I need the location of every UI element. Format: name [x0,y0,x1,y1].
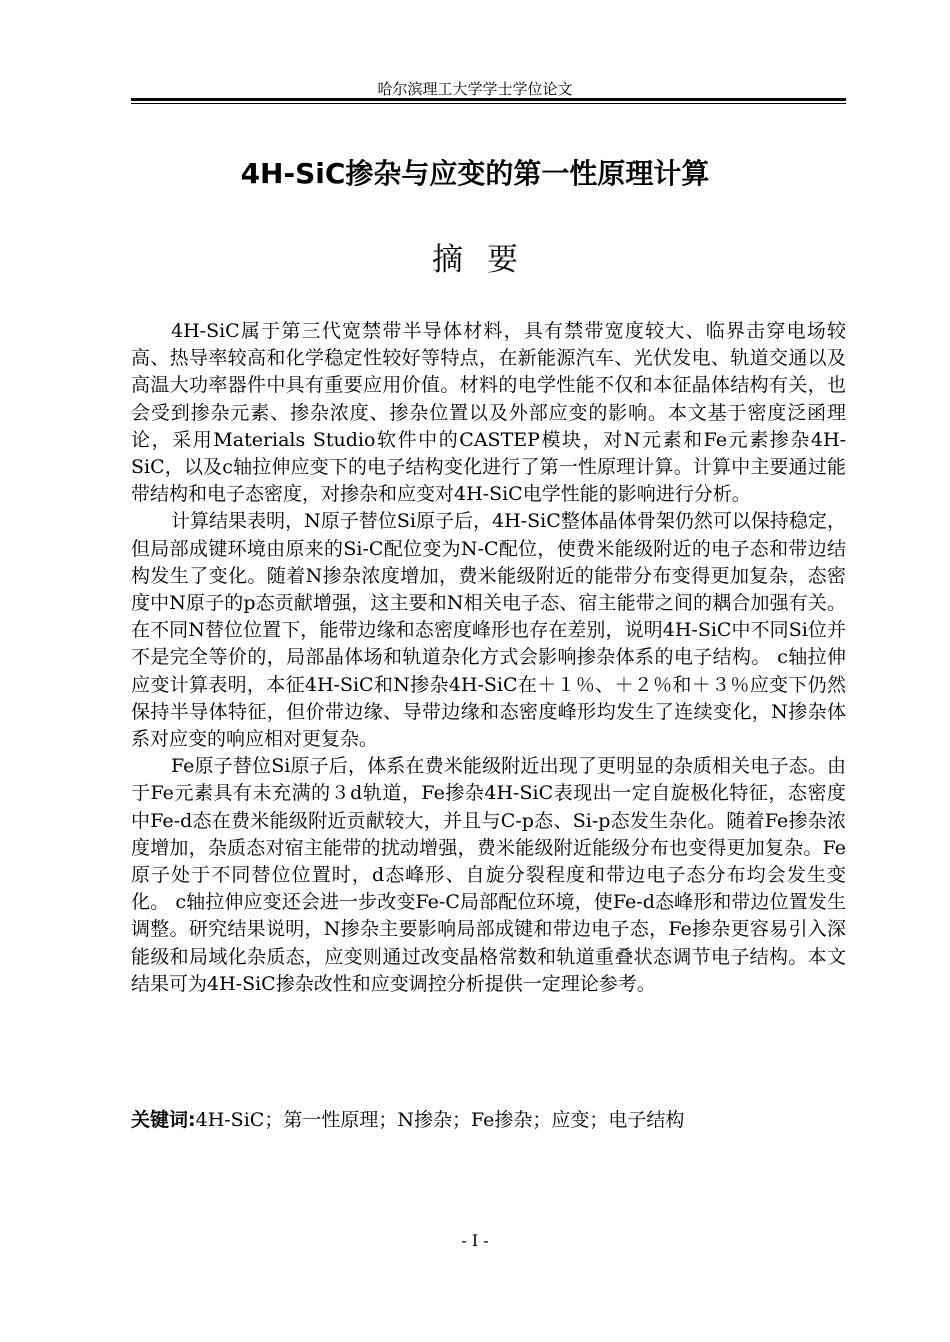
abstract-paragraph-3: Fe原子替位Si原子后，体系在费米能级附近出现了更明显的杂质相关电子态。由于Fe元素具有未充满的３d轨道，Fe掺杂4H-SiC表现出一定自旋极化特征，态密度中Fe-d态在费米能级附近贡献较大，并且与C-p态、Si-p态发生杂化。随着Fe掺杂浓度增加，杂质态对宿主能带的扰动增强，费米能级附近能级分布也变得更加复杂。Fe原子处于不同替位位置时，d态峰形、自旋分裂程度和带边电子态分布均会发生变化。 c轴拉伸应变还会进一步改变Fe-C局部配位环境，使Fe-d态峰形和带边位置发生调整。研究结果说明，N掺杂主要影响局部成键和带边电子态，Fe掺杂更容易引入深能级和局域化杂质态，应变则通过改变晶格常数和轨道重叠状态调节电子结构。本文结果可为4H-SiC掺杂改性和应变调控分析提供一定理论参考。 [131,755,846,995]
thesis-title: 4H-SiC掺杂与应变的第一性原理计算 [240,157,710,190]
abstract-heading: 摘要 [432,242,542,278]
keywords-text: 4H-SiC；第一性原理；N掺杂；Fe掺杂；应变；电子结构 [195,1109,685,1131]
keywords-line [131,1107,846,1134]
header-title: 哈尔滨理工大学学士学位论文 [377,80,573,98]
keywords-label: 关键词: [131,1109,196,1131]
abstract-body [131,318,846,998]
page-number: - I - [461,1231,489,1250]
header-rule-thick [131,98,846,101]
header-rule-thin [131,103,846,104]
abstract-paragraph-1: 4H-SiC属于第三代宽禁带半导体材料，具有禁带宽度较大、临界击穿电场较高、热导率较高和化学稳定性较好等特点，在新能源汽车、光伏发电、轨道交通以及高温大功率器件中具有重要应用价值。材料的电学性能不仅和本征晶体结构有关，也会受到掺杂元素、掺杂浓度、掺杂位置以及外部应变的影响。本文基于密度泛函理论，采用Materials Studio软件中的CASTEP模块，对N元素和Fe元素掺杂4H-SiC，以及c轴拉伸应变下的电子结构变化进行了第一性原理计算。计算中主要通过能带结构和电子态密度，对掺杂和应变对4H-SiC电学性能的影响进行分析。 [131,320,846,506]
abstract-paragraph-2: 计算结果表明，N原子替位Si原子后，4H-SiC整体晶体骨架仍然可以保持稳定，但局部成键环境由原来的Si-C配位变为N-C配位，使费米能级附近的电子态和带边结构发生了变化。随着N掺杂浓度增加，费米能级附近的能带分布变得更加复杂，态密度中N原子的p态贡献增强，这主要和N相关电子态、宿主能带之间的耦合加强有关。在不同N替位位置下，能带边缘和态密度峰形也存在差别，说明4H-SiC中不同Si位并不是完全等价的，局部晶体场和轨道杂化方式会影响掺杂体系的电子结构。 c轴拉伸应变计算表明，本征4H-SiC和N掺杂4H-SiC在＋１％、＋２％和＋３％应变下仍然保持半导体特征，但价带边缘、导带边缘和态密度峰形均发生了连续变化，N掺杂体系对应变的响应相对更复杂。 [131,510,846,751]
